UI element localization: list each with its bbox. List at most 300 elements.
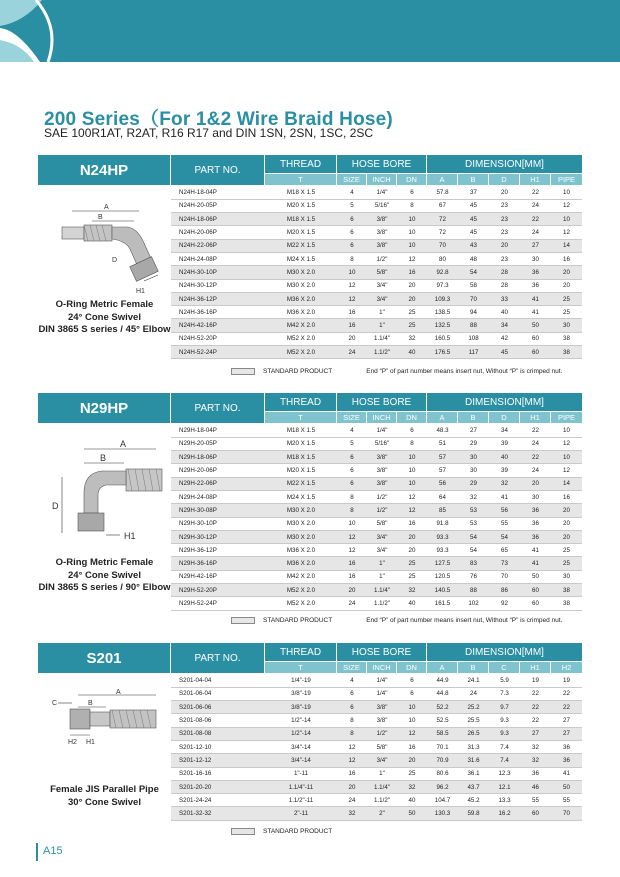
cell-dim-1: 72 xyxy=(427,226,458,239)
product-description xyxy=(38,557,171,595)
cell-part-no: N29H-52-24P xyxy=(171,597,265,610)
cell-inch: 3/8" xyxy=(367,239,397,252)
cell-size: 12 xyxy=(337,754,367,767)
cell-part-no: N29H-20-06P xyxy=(171,464,265,477)
cell-dn: 16 xyxy=(397,517,427,530)
cell-dim-3: 86 xyxy=(489,584,520,597)
cell-dim-1: 52.5 xyxy=(427,714,458,727)
cell-size: 6 xyxy=(337,451,367,464)
cell-dim-3: 42 xyxy=(489,332,520,345)
cell-dim-4: 41 xyxy=(520,306,551,319)
cell-dim-3: 13.3 xyxy=(489,794,520,807)
dim-label-b: B xyxy=(98,214,103,221)
fitting-straight-drawing xyxy=(44,687,169,747)
cell-inch: 1.1/2" xyxy=(367,597,397,610)
cell-thread: M30 X 2.0 xyxy=(265,530,337,543)
legend xyxy=(231,617,562,624)
cell-dim-5: 14 xyxy=(551,239,582,252)
cell-dim-4: 22 xyxy=(520,186,551,199)
cell-dn: 20 xyxy=(397,754,427,767)
cell-inch: 1/2" xyxy=(367,252,397,265)
subheader-dim: A xyxy=(427,662,457,673)
table-row xyxy=(171,226,582,239)
cell-dim-1: 104.7 xyxy=(427,794,458,807)
cell-inch: 3/4" xyxy=(367,544,397,557)
cell-size: 4 xyxy=(337,424,367,437)
cell-thread: 1.1/2"-11 xyxy=(265,794,337,807)
page-number: A15 xyxy=(43,845,63,857)
cell-dim-1: 80.6 xyxy=(427,767,458,780)
cell-dim-3: 45 xyxy=(489,346,520,359)
subheader-size: SIZE xyxy=(337,174,366,185)
cell-dn: 20 xyxy=(397,544,427,557)
subheader-dim: PIPE xyxy=(551,174,582,185)
cell-dim-3: 16.2 xyxy=(489,807,520,820)
cell-dim-2: 59.8 xyxy=(458,807,489,820)
cell-dim-1: 57 xyxy=(427,464,458,477)
cell-dim-1: 93.3 xyxy=(427,530,458,543)
subheader-dim: H1 xyxy=(520,412,550,423)
cell-dim-5: 12 xyxy=(551,437,582,450)
table-row xyxy=(171,714,582,727)
dim-label-a: A xyxy=(120,439,127,449)
subheader-inch: INCH xyxy=(367,662,396,673)
cell-dim-2: 29 xyxy=(458,477,489,490)
cell-dim-1: 127.5 xyxy=(427,557,458,570)
cell-inch: 1.1/2" xyxy=(367,794,397,807)
cell-dim-3: 28 xyxy=(489,279,520,292)
cell-size: 4 xyxy=(337,186,367,199)
cell-dim-5: 55 xyxy=(551,794,582,807)
cell-dim-1: 58.5 xyxy=(427,727,458,740)
cell-dn: 20 xyxy=(397,292,427,305)
cell-thread: M36 X 2.0 xyxy=(265,306,337,319)
cell-inch: 3/4" xyxy=(367,292,397,305)
product-code: S201 xyxy=(38,643,170,673)
cell-dim-2: 48 xyxy=(458,252,489,265)
cell-inch: 5/8" xyxy=(367,266,397,279)
cell-dim-3: 9.3 xyxy=(489,714,520,727)
cell-part-no: S201-06-06 xyxy=(171,701,265,714)
cell-dim-3: 7.4 xyxy=(489,754,520,767)
legend xyxy=(231,368,562,375)
cell-inch: 1" xyxy=(367,319,397,332)
cell-inch: 5/8" xyxy=(367,517,397,530)
subheader-dn: DN xyxy=(397,412,426,423)
cell-inch: 1/4" xyxy=(367,186,397,199)
cell-part-no: S201-08-06 xyxy=(171,714,265,727)
table-row xyxy=(171,780,582,793)
subheader-inch: INCH xyxy=(367,174,396,185)
cell-size: 24 xyxy=(337,346,367,359)
cell-dn: 12 xyxy=(397,727,427,740)
cell-thread: 3/8"-19 xyxy=(265,687,337,700)
cell-dim-5: 20 xyxy=(551,504,582,517)
cell-dn: 25 xyxy=(397,767,427,780)
cell-dim-5: 10 xyxy=(551,424,582,437)
cell-dn: 10 xyxy=(397,213,427,226)
cell-dim-5: 19 xyxy=(551,674,582,687)
cell-dim-1: 57.8 xyxy=(427,186,458,199)
cell-size: 12 xyxy=(337,544,367,557)
cell-dim-3: 9.7 xyxy=(489,701,520,714)
cell-inch: 3/8" xyxy=(367,477,397,490)
cell-part-no: S201-20-20 xyxy=(171,780,265,793)
header-thread: THREAD xyxy=(265,393,336,411)
cell-dim-4: 36 xyxy=(520,530,551,543)
cell-dim-4: 27 xyxy=(520,727,551,740)
cell-dim-5: 16 xyxy=(551,252,582,265)
cell-dim-5: 12 xyxy=(551,199,582,212)
cell-inch: 1.1/4" xyxy=(367,780,397,793)
cell-dn: 16 xyxy=(397,266,427,279)
cell-dim-2: 45.2 xyxy=(458,794,489,807)
legend-note: End “P” of part number means insert nut, Without “P” is crimped nut. xyxy=(366,617,563,624)
cell-dim-4: 24 xyxy=(520,226,551,239)
subheader-dim: D xyxy=(489,412,519,423)
cell-size: 10 xyxy=(337,517,367,530)
header-part-no: PART NO. xyxy=(171,643,264,673)
cell-size: 6 xyxy=(337,226,367,239)
cell-part-no: S201-12-12 xyxy=(171,754,265,767)
cell-dim-2: 88 xyxy=(458,584,489,597)
cell-dn: 12 xyxy=(397,252,427,265)
subheader-dn: DN xyxy=(397,662,426,673)
cell-part-no: N24H-22-06P xyxy=(171,239,265,252)
cell-dim-5: 38 xyxy=(551,597,582,610)
cell-thread: M30 X 2.0 xyxy=(265,504,337,517)
header-part-no: PART NO. xyxy=(171,155,264,185)
cell-dim-1: 44.8 xyxy=(427,687,458,700)
cell-dim-3: 12.3 xyxy=(489,767,520,780)
cell-dim-2: 70 xyxy=(458,292,489,305)
subheader-size: SIZE xyxy=(337,412,366,423)
cell-dim-4: 60 xyxy=(520,597,551,610)
cell-thread: M36 X 2.0 xyxy=(265,557,337,570)
cell-dn: 32 xyxy=(397,780,427,793)
cell-dim-1: 93.3 xyxy=(427,544,458,557)
cell-part-no: N29H-30-10P xyxy=(171,517,265,530)
cell-dim-3: 33 xyxy=(489,292,520,305)
cell-thread: 3/8"-19 xyxy=(265,701,337,714)
cell-dim-1: 57 xyxy=(427,451,458,464)
cell-thread: M36 X 2.0 xyxy=(265,544,337,557)
cell-dim-3: 56 xyxy=(489,504,520,517)
cell-dim-3: 40 xyxy=(489,451,520,464)
cell-part-no: N29H-36-12P xyxy=(171,544,265,557)
cell-dim-3: 54 xyxy=(489,530,520,543)
cell-dim-2: 45 xyxy=(458,226,489,239)
cell-dn: 32 xyxy=(397,584,427,597)
cell-inch: 3/8" xyxy=(367,701,397,714)
fitting-45-elbow-drawing xyxy=(44,199,169,299)
section-header xyxy=(38,393,582,423)
cell-dim-5: 10 xyxy=(551,186,582,199)
cell-size: 6 xyxy=(337,213,367,226)
cell-dim-2: 29 xyxy=(458,437,489,450)
cell-dim-1: 51 xyxy=(427,437,458,450)
cell-dn: 40 xyxy=(397,597,427,610)
cell-inch: 5/16" xyxy=(367,437,397,450)
cell-dim-2: 83 xyxy=(458,557,489,570)
cell-dim-1: 140.5 xyxy=(427,584,458,597)
dim-label-h1: H1 xyxy=(86,739,95,746)
cell-dim-4: 50 xyxy=(520,319,551,332)
cell-part-no: N24H-18-06P xyxy=(171,213,265,226)
subheader-thread-t: T xyxy=(265,412,336,423)
cell-dim-1: 132.5 xyxy=(427,319,458,332)
cell-thread: M30 X 2.0 xyxy=(265,266,337,279)
section-header xyxy=(38,643,582,673)
table-row xyxy=(171,424,582,437)
cell-dim-3: 23 xyxy=(489,226,520,239)
cell-size: 5 xyxy=(337,437,367,450)
cell-dim-3: 73 xyxy=(489,557,520,570)
table-row xyxy=(171,346,582,359)
spec-table xyxy=(171,186,582,359)
table-row xyxy=(171,186,582,199)
cell-dim-1: 80 xyxy=(427,252,458,265)
desc-line: 24° Cone Swivel xyxy=(68,311,141,323)
cell-thread: M42 X 2.0 xyxy=(265,570,337,583)
subheader-dim: A xyxy=(427,174,457,185)
standard-swatch xyxy=(231,828,255,835)
cell-part-no: N24H-18-04P xyxy=(171,186,265,199)
cell-dim-1: 70.9 xyxy=(427,754,458,767)
cell-inch: 5/8" xyxy=(367,740,397,753)
cell-size: 12 xyxy=(337,292,367,305)
table-row xyxy=(171,464,582,477)
cell-dim-1: 70 xyxy=(427,239,458,252)
cell-inch: 1.1/4" xyxy=(367,332,397,345)
cell-dim-3: 20 xyxy=(489,186,520,199)
cell-dim-1: 96.2 xyxy=(427,780,458,793)
cell-size: 10 xyxy=(337,266,367,279)
cell-thread: 1/4"-19 xyxy=(265,674,337,687)
cell-inch: 5/16" xyxy=(367,199,397,212)
cell-dim-1: 160.5 xyxy=(427,332,458,345)
cell-dim-3: 34 xyxy=(489,319,520,332)
cell-part-no: N29H-42-16P xyxy=(171,570,265,583)
cell-size: 20 xyxy=(337,780,367,793)
cell-inch: 3/4" xyxy=(367,530,397,543)
cell-size: 4 xyxy=(337,674,367,687)
cell-dim-5: 14 xyxy=(551,477,582,490)
cell-part-no: N24H-20-06P xyxy=(171,226,265,239)
cell-size: 24 xyxy=(337,794,367,807)
cell-dim-2: 31.3 xyxy=(458,740,489,753)
dim-label-c: C xyxy=(52,700,58,707)
cell-thread: 3/4"-14 xyxy=(265,754,337,767)
table-row xyxy=(171,332,582,345)
cell-dim-5: 30 xyxy=(551,570,582,583)
table-row xyxy=(171,544,582,557)
cell-dn: 6 xyxy=(397,424,427,437)
subheader-dn: DN xyxy=(397,174,426,185)
table-row xyxy=(171,597,582,610)
subheader-thread-t: T xyxy=(265,662,336,673)
cell-dim-5: 16 xyxy=(551,490,582,503)
cell-size: 24 xyxy=(337,597,367,610)
table-row xyxy=(171,701,582,714)
cell-dim-1: 85 xyxy=(427,504,458,517)
cell-inch: 3/4" xyxy=(367,754,397,767)
cell-dim-4: 22 xyxy=(520,213,551,226)
cell-size: 8 xyxy=(337,727,367,740)
cell-dn: 12 xyxy=(397,490,427,503)
cell-dim-4: 20 xyxy=(520,477,551,490)
cell-thread: 1/2"-14 xyxy=(265,727,337,740)
cell-dim-1: 67 xyxy=(427,199,458,212)
dim-label-h1: H1 xyxy=(136,288,145,295)
cell-dim-2: 102 xyxy=(458,597,489,610)
product-description xyxy=(38,299,171,337)
desc-line: Female JIS Parallel Pipe xyxy=(50,784,159,795)
table-row xyxy=(171,754,582,767)
legend-standard: STANDARD PRODUCT xyxy=(263,368,333,375)
cell-dim-2: 26.5 xyxy=(458,727,489,740)
cell-dn: 10 xyxy=(397,239,427,252)
cell-dn: 25 xyxy=(397,557,427,570)
cell-dim-5: 22 xyxy=(551,687,582,700)
cell-size: 6 xyxy=(337,464,367,477)
cell-size: 20 xyxy=(337,332,367,345)
table-row xyxy=(171,794,582,807)
cell-dn: 25 xyxy=(397,570,427,583)
cell-dim-2: 27 xyxy=(458,424,489,437)
cell-dim-2: 45 xyxy=(458,213,489,226)
cell-size: 6 xyxy=(337,239,367,252)
cell-part-no: N24H-36-12P xyxy=(171,292,265,305)
cell-inch: 1/4" xyxy=(367,687,397,700)
cell-dim-3: 23 xyxy=(489,252,520,265)
cell-dim-1: 56 xyxy=(427,477,458,490)
subheader-dim: PIPE xyxy=(551,412,582,423)
cell-thread: M36 X 2.0 xyxy=(265,292,337,305)
cell-dim-5: 25 xyxy=(551,292,582,305)
legend xyxy=(231,828,332,835)
cell-size: 12 xyxy=(337,530,367,543)
legend-standard: STANDARD PRODUCT xyxy=(263,828,333,835)
cell-dim-3: 34 xyxy=(489,424,520,437)
cell-dim-2: 53 xyxy=(458,504,489,517)
desc-line: DIN 3865 S series / 90° Elbow xyxy=(38,582,171,593)
cell-dim-4: 22 xyxy=(520,451,551,464)
cell-dim-2: 53 xyxy=(458,517,489,530)
cell-inch: 1/2" xyxy=(367,490,397,503)
subheader-dim: B xyxy=(458,174,488,185)
cell-part-no: N24H-30-10P xyxy=(171,266,265,279)
cell-part-no: N29H-30-08P xyxy=(171,504,265,517)
cell-dim-2: 43 xyxy=(458,239,489,252)
cell-dim-4: 22 xyxy=(520,687,551,700)
cell-thread: M20 X 1.5 xyxy=(265,199,337,212)
cell-dim-5: 20 xyxy=(551,279,582,292)
cell-dim-3: 39 xyxy=(489,464,520,477)
table-row xyxy=(171,292,582,305)
cell-dn: 10 xyxy=(397,451,427,464)
cell-dim-5: 12 xyxy=(551,226,582,239)
cell-dim-5: 38 xyxy=(551,584,582,597)
header-dimension: DIMENSION[MM] xyxy=(427,393,582,411)
header-thread: THREAD xyxy=(265,643,336,661)
product-code: N29HP xyxy=(38,393,170,423)
cell-dim-3: 5.9 xyxy=(489,674,520,687)
cell-dim-4: 24 xyxy=(520,199,551,212)
cell-inch: 3/8" xyxy=(367,213,397,226)
table-row xyxy=(171,807,582,820)
cell-dim-5: 25 xyxy=(551,306,582,319)
page-subtitle: SAE 100R1AT, R2AT, R16 R17 and DIN 1SN, 2SN, 1SC, 2SC xyxy=(44,126,374,140)
table-row xyxy=(171,490,582,503)
cell-part-no: S201-16-16 xyxy=(171,767,265,780)
cell-dim-1: 91.8 xyxy=(427,517,458,530)
cell-thread: 1/2"-14 xyxy=(265,714,337,727)
cell-dim-3: 65 xyxy=(489,544,520,557)
cell-dn: 8 xyxy=(397,199,427,212)
cell-size: 6 xyxy=(337,701,367,714)
cell-thread: 1"-11 xyxy=(265,767,337,780)
cell-part-no: N29H-20-05P xyxy=(171,437,265,450)
cell-dim-5: 20 xyxy=(551,517,582,530)
cell-part-no: N29H-52-20P xyxy=(171,584,265,597)
cell-dim-4: 36 xyxy=(520,266,551,279)
cell-dim-2: 24.1 xyxy=(458,674,489,687)
subheader-dim: A xyxy=(427,412,457,423)
cell-dim-5: 25 xyxy=(551,544,582,557)
cell-dim-3: 23 xyxy=(489,199,520,212)
cell-dn: 6 xyxy=(397,186,427,199)
table-row xyxy=(171,557,582,570)
table-row xyxy=(171,740,582,753)
cell-dim-5: 10 xyxy=(551,451,582,464)
cell-dn: 25 xyxy=(397,306,427,319)
cell-dn: 40 xyxy=(397,346,427,359)
cell-dim-4: 60 xyxy=(520,807,551,820)
cell-thread: 2"-11 xyxy=(265,807,337,820)
cell-dim-3: 55 xyxy=(489,517,520,530)
cell-dim-4: 32 xyxy=(520,740,551,753)
cell-thread: M20 X 1.5 xyxy=(265,226,337,239)
cell-dim-4: 46 xyxy=(520,780,551,793)
cell-thread: M52 X 2.0 xyxy=(265,597,337,610)
cell-size: 20 xyxy=(337,584,367,597)
table-row xyxy=(171,504,582,517)
table-row xyxy=(171,530,582,543)
cell-inch: 1/4" xyxy=(367,674,397,687)
cell-thread: M52 X 2.0 xyxy=(265,332,337,345)
cell-dim-3: 32 xyxy=(489,477,520,490)
cell-size: 16 xyxy=(337,767,367,780)
cell-dim-3: 41 xyxy=(489,490,520,503)
cell-dim-4: 55 xyxy=(520,794,551,807)
subheader-thread-t: T xyxy=(265,174,336,185)
cell-dn: 10 xyxy=(397,464,427,477)
cell-dn: 40 xyxy=(397,794,427,807)
table-row xyxy=(171,767,582,780)
cell-dim-5: 10 xyxy=(551,213,582,226)
cell-dn: 20 xyxy=(397,530,427,543)
standard-swatch xyxy=(231,617,255,624)
cell-dn: 16 xyxy=(397,740,427,753)
cell-dim-1: 72 xyxy=(427,213,458,226)
cell-inch: 3/8" xyxy=(367,714,397,727)
cell-dim-4: 60 xyxy=(520,346,551,359)
cell-dim-4: 60 xyxy=(520,332,551,345)
cell-dim-1: 48.3 xyxy=(427,424,458,437)
cell-part-no: N24H-36-16P xyxy=(171,306,265,319)
desc-line: DIN 3865 S series / 45° Elbow xyxy=(38,324,171,335)
